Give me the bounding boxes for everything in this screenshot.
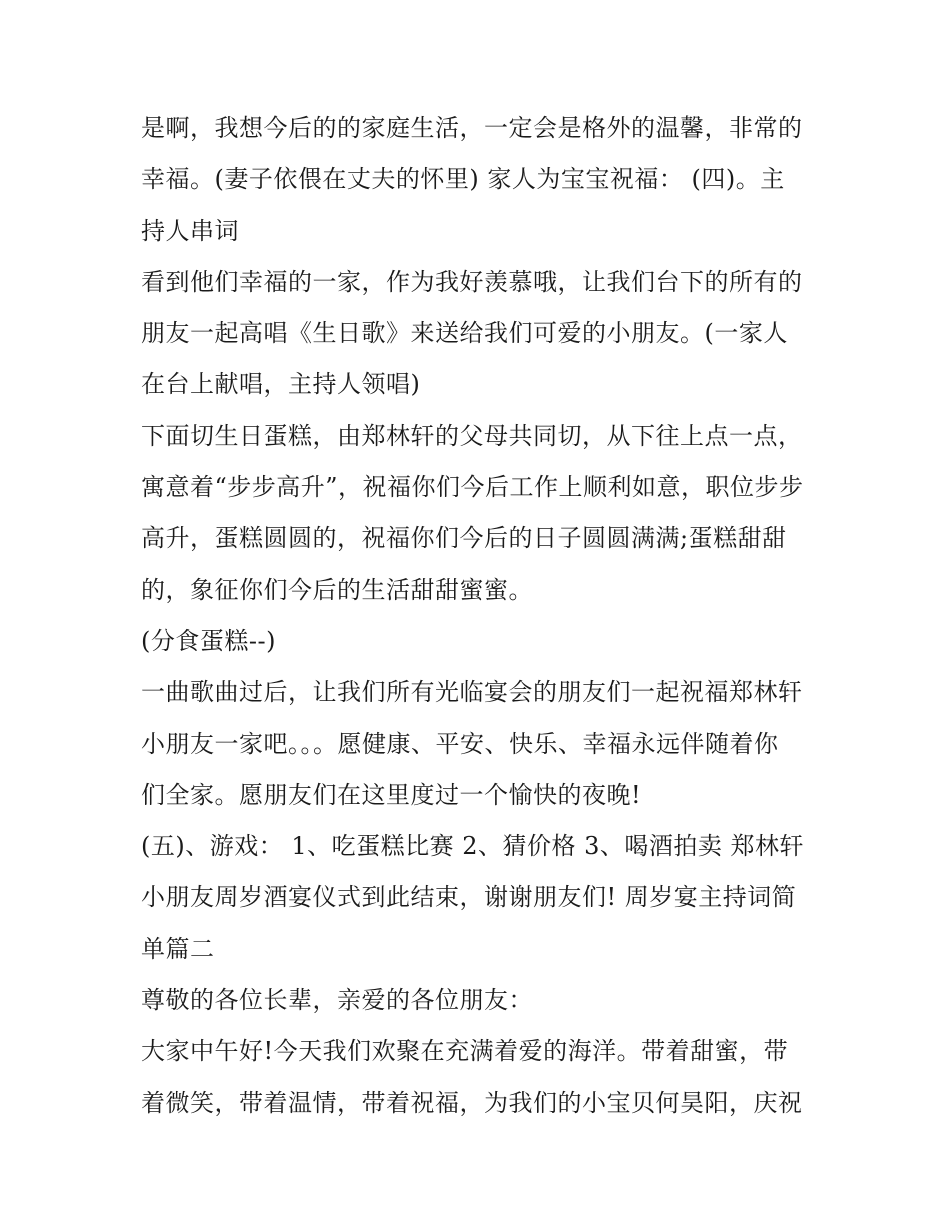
text-line: 单篇二 xyxy=(141,934,215,963)
text-line: 朋友一起高唱《生日歌》来送给我们可爱的小朋友。(一家人 xyxy=(141,319,788,348)
document-body xyxy=(141,103,821,1129)
text-line: 幸福。(妻子依偎在丈夫的怀里) 家人为宝宝祝福： (四)。主 xyxy=(141,165,785,194)
text-line: 着微笑，带着温情，带着祝福，为我们的小宝贝何昊阳，庆祝 xyxy=(141,1088,803,1117)
text-line: 大家中午好!今天我们欢聚在充满着爱的海洋。带着甜蜜，带 xyxy=(141,1037,789,1066)
text-line: 下面切生日蛋糕，由郑林轩的父母共同切，从下往上点一点， xyxy=(141,421,803,450)
text-line: 们全家。愿朋友们在这里度过一个愉快的夜晚! xyxy=(141,780,642,809)
text-line: 小朋友一家吧。。。愿健康、平安、快乐、幸福永远伴随着你 xyxy=(141,729,779,758)
text-line: 的，象征你们今后的生活甜甜蜜蜜。 xyxy=(141,575,533,604)
text-line: 尊敬的各位长辈，亲爱的各位朋友： xyxy=(141,986,533,1015)
text-line: 小朋友周岁酒宴仪式到此结束，谢谢朋友们! 周岁宴主持词简 xyxy=(141,883,797,912)
text-line: 一曲歌曲过后，让我们所有光临宴会的朋友们一起祝福郑林轩 xyxy=(141,678,803,707)
text-line: 高升，蛋糕圆圆的，祝福你们今后的日子圆圆满满;蛋糕甜甜 xyxy=(141,524,787,553)
text-line: (分食蛋糕--) xyxy=(141,626,276,655)
text-line: 在台上献唱，主持人领唱) xyxy=(141,370,421,399)
text-line: (五)、游戏： 1、吃蛋糕比赛 2、猜价格 3、喝酒拍卖 郑林轩 xyxy=(141,832,805,861)
text-line: 持人串词 xyxy=(141,216,239,245)
text-line: 是啊，我想今后的的家庭生活，一定会是格外的温馨，非常的 xyxy=(141,114,803,142)
text-line: 寓意着“步步高升”，祝福你们今后工作上顺利如意，职位步步 xyxy=(141,473,804,502)
text-line: 看到他们幸福的一家，作为我好羡慕哦，让我们台下的所有的 xyxy=(141,267,803,296)
